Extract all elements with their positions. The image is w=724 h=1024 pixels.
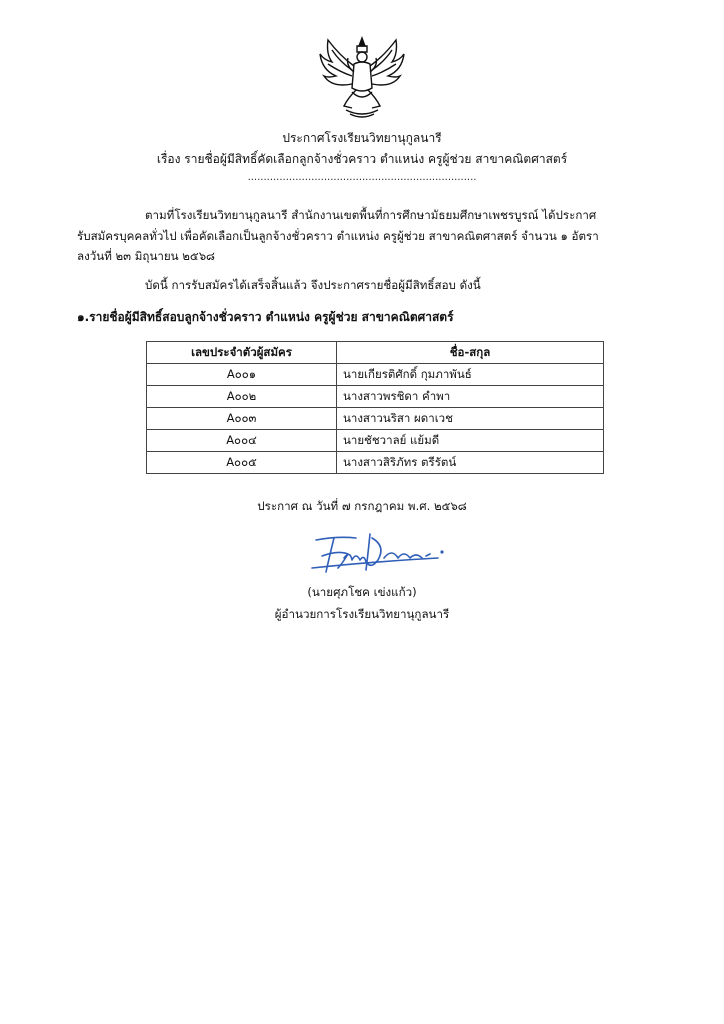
table-header-row xyxy=(147,342,604,364)
signer-name: (นายศุภโชค เข่งแก้ว) xyxy=(307,585,417,599)
body-paragraph-line-1: ตามที่โรงเรียนวิทยานุกูลนารี สำนักงานเขตพื้นที่การศึกษามัธยมศึกษาเพชรบูรณ์ ได้ประกาศ xyxy=(145,208,597,222)
candidate-name: นายเกียรติศักดิ์ กุมภาพันธ์ xyxy=(337,364,604,386)
announcement-title: ประกาศโรงเรียนวิทยานุกูลนารี xyxy=(282,131,442,145)
candidate-name: นายชัชวาลย์ แย้มดี xyxy=(337,430,604,452)
table-row xyxy=(147,408,604,430)
column-header-code: เลขประจำตัวผู้สมัคร xyxy=(147,342,337,364)
candidate-table xyxy=(146,341,604,474)
candidate-code: A๐๐๕ xyxy=(147,452,337,474)
handwritten-signature-icon xyxy=(308,528,450,578)
announcement-subject: เรื่อง รายชื่อผู้มีสิทธิ์คัดเลือกลูกจ้างชั่วคราว ตำแหน่ง ครูผู้ช่วย สาขาคณิตศาสตร์ xyxy=(156,152,568,166)
signer-position: ผู้อำนวยการโรงเรียนวิทยานุกูลนารี xyxy=(274,607,450,621)
garuda-emblem-icon xyxy=(318,36,406,120)
table-row xyxy=(147,452,604,474)
candidate-name: นางสาวสิริภัทร ตรีรัตน์ xyxy=(337,452,604,474)
candidate-code: A๐๐๔ xyxy=(147,430,337,452)
table-row xyxy=(147,430,604,452)
candidate-code: A๐๐๓ xyxy=(147,408,337,430)
candidate-code: A๐๐๑ xyxy=(147,364,337,386)
candidate-name: นางสาวพรชิดา คำพา xyxy=(337,386,604,408)
separator-line: ........................................................................ xyxy=(247,172,477,183)
announcement-date: ประกาศ ณ วันที่ ๗ กรกฎาคม พ.ศ. ๒๕๖๘ xyxy=(257,499,467,513)
section-heading: ๑.รายชื่อผู้มีสิทธิ์สอบลูกจ้างชั่วคราว ตำแหน่ง ครูผู้ช่วย สาขาคณิตศาสตร์ xyxy=(77,310,454,324)
body-paragraph-line-4: บัดนี้ การรับสมัครได้เสร็จสิ้นแล้ว จึงประกาศรายชื่อผู้มีสิทธิ์สอบ ดังนี้ xyxy=(145,278,481,292)
table-row xyxy=(147,364,604,386)
body-paragraph-line-3: ลงวันที่ ๒๓ มิถุนายน ๒๕๖๘ xyxy=(77,249,216,263)
table-row xyxy=(147,386,604,408)
candidate-code: A๐๐๒ xyxy=(147,386,337,408)
body-paragraph-line-2: รับสมัครบุคคลทั่วไป เพื่อคัดเลือกเป็นลูกจ้างชั่วคราว ตำแหน่ง ครูผู้ช่วย สาขาคณิตศาสตร์ จำนวน ๑ อัตรา xyxy=(77,229,599,243)
column-header-name: ชื่อ-สกุล xyxy=(337,342,604,364)
candidate-name: นางสาวนริสา ผดาเวช xyxy=(337,408,604,430)
